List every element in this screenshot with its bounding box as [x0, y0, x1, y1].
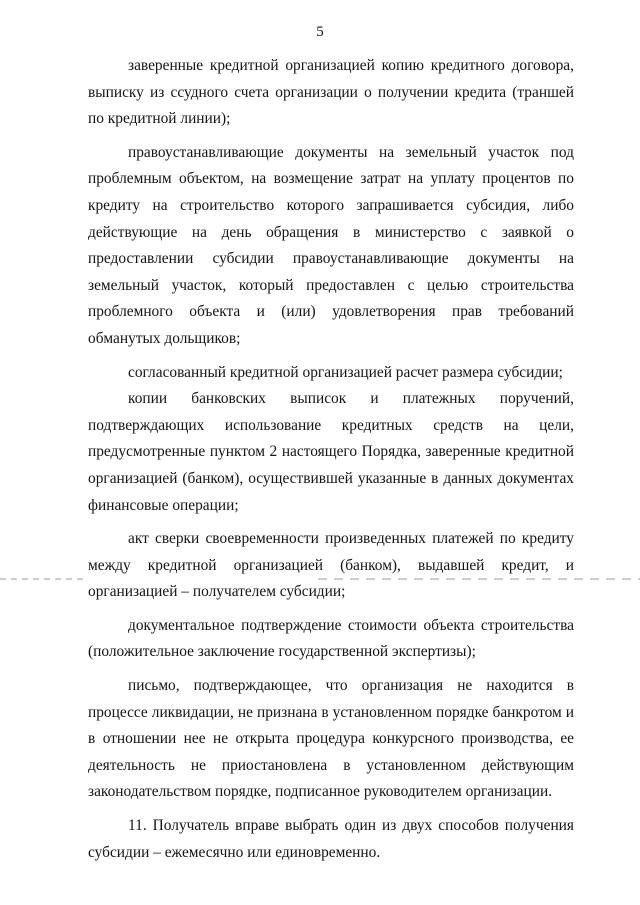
paragraph-bank-statements: копии банковских выписок и платежных поручений, подтверждающих использование кредитных средств на цели, предусмотренные пунктом 2 настоящего Порядка, заверенные кредитной организацией (банком), осуществившей указанные в данных документах финансовые операции;: [88, 390, 574, 514]
paragraph-land-title-documents: правоустанавливающие документы на земельный участок под проблемным объектом, на возмещение затрат на уплату процентов по кредиту на строительство которого запрашивается субсидия, либо действующие на день обращения в министерство с заявкой о предоставлении субсидии правоустанавливающие документы на земельный участок, который предоставлен с целью строительства проблемного объекта и (или) удовлетворения прав требований обманутых дольщиков;: [88, 143, 574, 347]
page-number: 5: [316, 24, 324, 40]
paragraph-organization-letter: письмо, подтверждающее, что организация не находится в процессе ликвидации, не признана в установленном порядке банкротом и в отношении нее не открыта процедура конкурсного производства, ее деятельность не приостановлена в установленном действующим законодательством порядке, подписанное руководителем организации.: [88, 677, 574, 801]
paragraph-reconciliation-act: акт сверки своевременности произведенных платежей по кредиту между кредитной организацией (банком), выдавшей кредит, и организацией – получателем субсидии;: [88, 530, 574, 601]
paragraph-cost-confirmation: документальное подтверждение стоимости объекта строительства (положительное заключение государственной экспертизы);: [88, 616, 574, 661]
document-body: [88, 53, 574, 866]
paragraph-subsidy-calculation: согласованный кредитной организацией расчет размера субсидии;: [128, 363, 563, 381]
paragraph-certified-loan-agreement: заверенные кредитной организацией копию кредитного договора, выписку из ссудного счета организации о получении кредита (траншей по кредитной линии);: [88, 57, 574, 128]
paragraph-item-11-payment-method: 11. Получатель вправе выбрать один из двух способов получения субсидии – ежемесячно или единовременно.: [88, 817, 574, 861]
